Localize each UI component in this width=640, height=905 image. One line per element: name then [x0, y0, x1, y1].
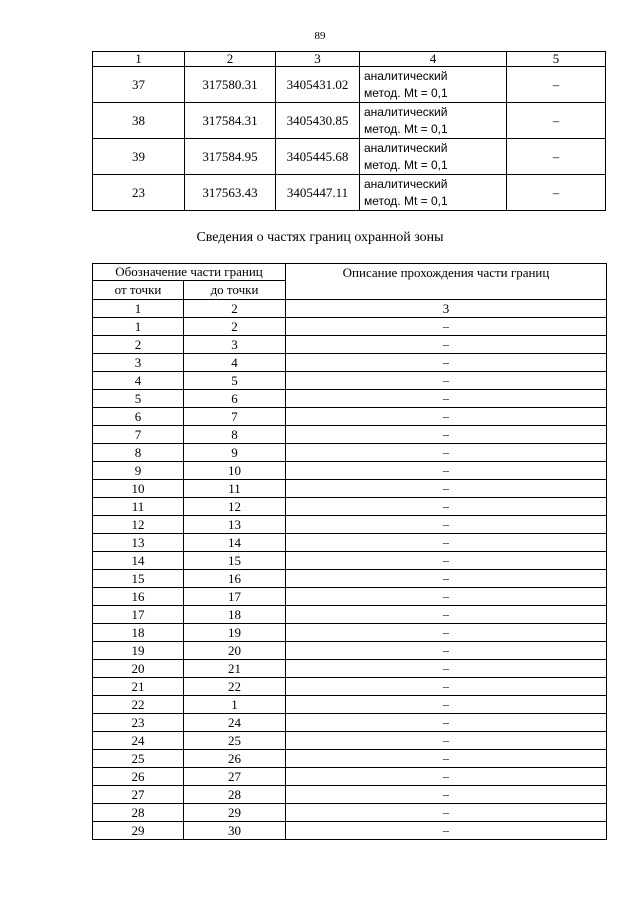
to-point-cell: 5: [184, 372, 286, 390]
header-from-point: от точки: [93, 281, 184, 300]
description-cell: –: [286, 714, 607, 732]
to-point-cell: 24: [184, 714, 286, 732]
to-point-cell: 25: [184, 732, 286, 750]
description-cell: –: [286, 444, 607, 462]
to-point-cell: 9: [184, 444, 286, 462]
description-cell: –: [286, 822, 607, 840]
from-point-cell: 8: [93, 444, 184, 462]
from-point-cell: 17: [93, 606, 184, 624]
description-cell: –: [286, 390, 607, 408]
to-point-cell: 16: [184, 570, 286, 588]
column-number: 1: [93, 300, 184, 318]
to-point-cell: 11: [184, 480, 286, 498]
description-cell: –: [286, 570, 607, 588]
x-coordinate-cell: 317580.31: [185, 67, 276, 103]
from-point-cell: 10: [93, 480, 184, 498]
description-cell: –: [286, 642, 607, 660]
to-point-cell: 4: [184, 354, 286, 372]
to-point-cell: 3: [184, 336, 286, 354]
table-row: [93, 642, 607, 660]
to-point-cell: 22: [184, 678, 286, 696]
description-cell: –: [286, 660, 607, 678]
from-point-cell: 15: [93, 570, 184, 588]
table-row: [93, 606, 607, 624]
from-point-cell: 21: [93, 678, 184, 696]
from-point-cell: 14: [93, 552, 184, 570]
method-cell: [360, 67, 507, 103]
table-row: [93, 660, 607, 678]
description-cell: –: [286, 516, 607, 534]
from-point-cell: 13: [93, 534, 184, 552]
table-row: [93, 390, 607, 408]
accuracy-line: метод. Mt = 0,1: [364, 121, 448, 136]
table-row: [93, 372, 607, 390]
description-cell: –: [286, 336, 607, 354]
from-point-cell: 29: [93, 822, 184, 840]
from-point-cell: 12: [93, 516, 184, 534]
from-point-cell: 4: [93, 372, 184, 390]
table-row: [93, 696, 607, 714]
to-point-cell: 12: [184, 498, 286, 516]
header-boundary-designation: Обозначение части границ: [93, 264, 286, 281]
description-cell: –: [286, 750, 607, 768]
from-point-cell: 2: [93, 336, 184, 354]
from-point-cell: 25: [93, 750, 184, 768]
to-point-cell: 28: [184, 786, 286, 804]
description-cell: –: [286, 318, 607, 336]
column-number: 3: [276, 52, 360, 67]
description-cell: –: [286, 624, 607, 642]
from-point-cell: 26: [93, 768, 184, 786]
table-row: [93, 534, 607, 552]
to-point-cell: 2: [184, 318, 286, 336]
accuracy-line: метод. Mt = 0,1: [364, 85, 448, 100]
y-coordinate-cell: 3405447.11: [276, 175, 360, 211]
y-coordinate-cell: 3405445.68: [276, 139, 360, 175]
header-description: Описание прохождения части границ: [286, 264, 607, 300]
from-point-cell: 24: [93, 732, 184, 750]
from-point-cell: 20: [93, 660, 184, 678]
table-row: [93, 354, 607, 372]
column-number: 2: [185, 52, 276, 67]
to-point-cell: 13: [184, 516, 286, 534]
to-point-cell: 21: [184, 660, 286, 678]
description-cell: –: [286, 696, 607, 714]
from-point-cell: 11: [93, 498, 184, 516]
parts-header-row: [93, 264, 607, 281]
description-cell: –: [286, 372, 607, 390]
table-row: [93, 516, 607, 534]
description-cell: –: [286, 588, 607, 606]
to-point-cell: 8: [184, 426, 286, 444]
to-point-cell: 1: [184, 696, 286, 714]
to-point-cell: 29: [184, 804, 286, 822]
method-line: аналитический: [364, 68, 448, 83]
page-number: 89: [314, 30, 326, 42]
table-row: [93, 750, 607, 768]
description-cell: –: [286, 678, 607, 696]
table-row: [93, 786, 607, 804]
to-point-cell: 10: [184, 462, 286, 480]
column-number: 2: [184, 300, 286, 318]
x-coordinate-cell: 317563.43: [185, 175, 276, 211]
table-row: [93, 336, 607, 354]
description-cell: –: [286, 804, 607, 822]
table-row: [93, 732, 607, 750]
method-cell: [360, 175, 507, 211]
coordinates-table: [92, 51, 606, 211]
from-point-cell: 23: [93, 714, 184, 732]
x-coordinate-cell: 317584.31: [185, 103, 276, 139]
description-cell: –: [286, 552, 607, 570]
from-point-cell: 3: [93, 354, 184, 372]
table-row: [93, 678, 607, 696]
to-point-cell: 7: [184, 408, 286, 426]
y-coordinate-cell: 3405431.02: [276, 67, 360, 103]
from-point-cell: 27: [93, 786, 184, 804]
table-row: [93, 552, 607, 570]
table-row: [93, 462, 607, 480]
note-cell: –: [507, 103, 606, 139]
from-point-cell: 22: [93, 696, 184, 714]
table-row: [93, 714, 607, 732]
point-number-cell: 39: [93, 139, 185, 175]
description-cell: –: [286, 462, 607, 480]
method-line: аналитический: [364, 104, 448, 119]
method-line: аналитический: [364, 176, 448, 191]
accuracy-line: метод. Mt = 0,1: [364, 193, 448, 208]
table-row: [93, 570, 607, 588]
table-row: [93, 498, 607, 516]
column-number: 5: [507, 52, 606, 67]
description-cell: –: [286, 408, 607, 426]
table-row: [93, 408, 607, 426]
coordinates-row: [93, 103, 606, 139]
method-cell: [360, 103, 507, 139]
from-point-cell: 9: [93, 462, 184, 480]
method-line: аналитический: [364, 140, 448, 155]
point-number-cell: 37: [93, 67, 185, 103]
description-cell: –: [286, 534, 607, 552]
x-coordinate-cell: 317584.95: [185, 139, 276, 175]
note-cell: –: [507, 67, 606, 103]
boundary-parts-table: [92, 263, 607, 840]
to-point-cell: 26: [184, 750, 286, 768]
description-cell: –: [286, 732, 607, 750]
parts-numbering-row: [93, 300, 607, 318]
note-cell: –: [507, 139, 606, 175]
to-point-cell: 19: [184, 624, 286, 642]
point-number-cell: 23: [93, 175, 185, 211]
to-point-cell: 14: [184, 534, 286, 552]
from-point-cell: 6: [93, 408, 184, 426]
to-point-cell: 17: [184, 588, 286, 606]
to-point-cell: 15: [184, 552, 286, 570]
from-point-cell: 16: [93, 588, 184, 606]
to-point-cell: 27: [184, 768, 286, 786]
accuracy-line: метод. Mt = 0,1: [364, 157, 448, 172]
section-title: Сведения о частях границ охранной зоны: [196, 230, 444, 245]
table-row: [93, 804, 607, 822]
description-cell: –: [286, 426, 607, 444]
from-point-cell: 28: [93, 804, 184, 822]
table-row: [93, 426, 607, 444]
table-row: [93, 624, 607, 642]
table-row: [93, 822, 607, 840]
from-point-cell: 19: [93, 642, 184, 660]
column-number: 1: [93, 52, 185, 67]
point-number-cell: 38: [93, 103, 185, 139]
to-point-cell: 30: [184, 822, 286, 840]
table-row: [93, 480, 607, 498]
description-cell: –: [286, 786, 607, 804]
coordinates-row: [93, 139, 606, 175]
description-cell: –: [286, 480, 607, 498]
coordinates-header-row: [93, 52, 606, 67]
description-cell: –: [286, 768, 607, 786]
from-point-cell: 18: [93, 624, 184, 642]
note-cell: –: [507, 175, 606, 211]
y-coordinate-cell: 3405430.85: [276, 103, 360, 139]
from-point-cell: 1: [93, 318, 184, 336]
coordinates-row: [93, 67, 606, 103]
to-point-cell: 6: [184, 390, 286, 408]
description-cell: –: [286, 498, 607, 516]
description-cell: –: [286, 354, 607, 372]
description-cell: –: [286, 606, 607, 624]
table-row: [93, 588, 607, 606]
header-to-point: до точки: [184, 281, 286, 300]
table-row: [93, 444, 607, 462]
to-point-cell: 20: [184, 642, 286, 660]
column-number: 3: [286, 300, 607, 318]
coordinates-row: [93, 175, 606, 211]
method-cell: [360, 139, 507, 175]
table-row: [93, 768, 607, 786]
column-number: 4: [360, 52, 507, 67]
table-row: [93, 318, 607, 336]
to-point-cell: 18: [184, 606, 286, 624]
from-point-cell: 5: [93, 390, 184, 408]
from-point-cell: 7: [93, 426, 184, 444]
